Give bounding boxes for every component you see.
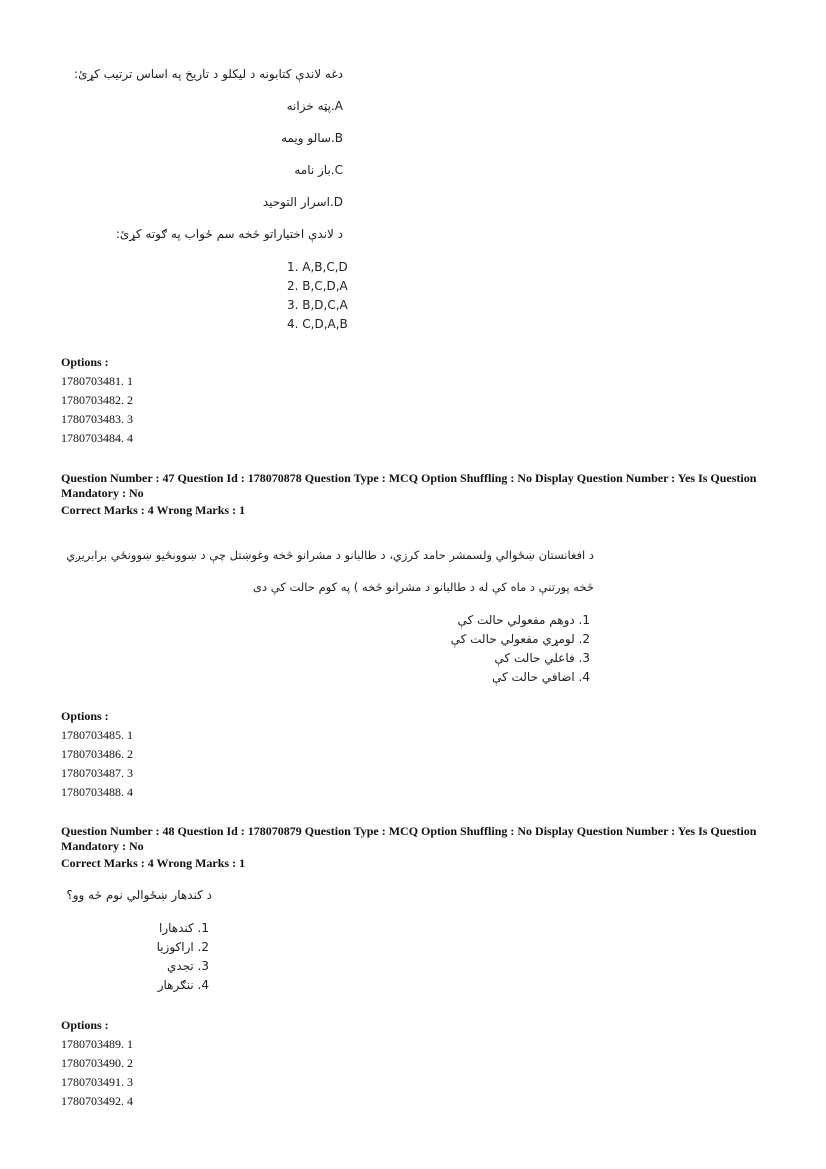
q47-header: Question Number : 47 Question Id : 178070878 Question Type : MCQ Option Shuffling : No Display Question Number : Yes Is Question Mandatory : No xyxy=(61,471,757,500)
q47-choice-2: 2. لومړي مفعولي حالت کې xyxy=(450,632,590,646)
q47-choices xyxy=(451,611,590,687)
q48-choice-2: 2. اراکوزیا xyxy=(156,940,209,954)
q46-item-d: D.اسرار التوحید xyxy=(262,195,343,209)
q48-option-3: 1780703491. 3 xyxy=(61,1075,133,1089)
q48-option-4: 1780703492. 4 xyxy=(61,1094,133,1108)
q48-stem: د کندهار ښځوالي نوم څه وو؟ xyxy=(66,888,212,902)
q47-choice-1: 1. دوهم مفعولي حالت کې xyxy=(457,613,590,627)
q46-option-1: 1780703481. 1 xyxy=(61,374,133,388)
q47-choice-4: 4. اضافي حالت کې xyxy=(491,670,590,684)
q47-option-3: 1780703487. 3 xyxy=(61,766,133,780)
q48-choice-4: 4. ننګرهار xyxy=(157,978,209,992)
q47-option-2: 1780703486. 2 xyxy=(61,747,133,761)
q47-choice-3: 3. فاعلي حالت کې xyxy=(494,651,590,665)
q47-marks: Correct Marks : 4 Wrong Marks : 1 xyxy=(61,503,246,517)
q48-header: Question Number : 48 Question Id : 178070879 Question Type : MCQ Option Shuffling : No Display Question Number : Yes Is Question Mandatory : No xyxy=(61,824,757,853)
q48-option-1: 1780703489. 1 xyxy=(61,1037,133,1051)
q47-option-1: 1780703485. 1 xyxy=(61,728,133,742)
q46-instruction: د لاندې اختیاراتو څخه سم ځواب په ګوته کړئ: xyxy=(115,227,343,241)
q46-choices xyxy=(287,258,348,334)
q47-options-list xyxy=(61,726,133,802)
q47-stem-line1: د افغانستان ښځوالي ولسمشر حامد کرزي، د طالبانو د مشرانو څخه وغوښتل چې د ښوونځیو ښوونځي برابريږي xyxy=(66,548,594,562)
q46-option-3: 1780703483. 3 xyxy=(61,412,133,426)
q48-choices xyxy=(157,919,209,995)
q48-marks: Correct Marks : 4 Wrong Marks : 1 xyxy=(61,856,246,870)
q46-choice-1: 1. A,B,C,D xyxy=(287,260,348,274)
q48-options-list xyxy=(61,1035,133,1111)
q46-choice-3: 3. B,D,C,A xyxy=(287,298,348,312)
q46-options-list xyxy=(61,372,133,448)
q46-options-label: Options : xyxy=(61,355,109,369)
q46-item-b: B.سالو ويمه xyxy=(281,131,343,145)
q46-option-2: 1780703482. 2 xyxy=(61,393,133,407)
q48-choice-1: 1. کندهارا xyxy=(158,921,209,935)
q47-option-4: 1780703488. 4 xyxy=(61,785,133,799)
q46-choice-4: 4. C,D,A,B xyxy=(287,317,348,331)
q48-choice-3: 3. تجدي xyxy=(166,959,209,973)
q46-choice-2: 2. B,C,D,A xyxy=(287,279,348,293)
q46-item-c: C.باز نامه xyxy=(294,163,343,177)
q47-stem-line2: څخه پورتنې د ماه کې له د طالبانو د مشرانو څخه ) په کوم حالت کې دی xyxy=(253,580,594,594)
q47-options-label: Options : xyxy=(61,709,109,723)
q46-option-4: 1780703484. 4 xyxy=(61,431,133,445)
q48-option-2: 1780703490. 2 xyxy=(61,1056,133,1070)
q48-options-label: Options : xyxy=(61,1018,109,1032)
q46-item-a: A.پټه خزانه xyxy=(286,99,343,113)
q46-stem: دغه لاندې کتابونه د لیکلو د تاریخ په اساس ترتیب کړئ: xyxy=(74,67,343,81)
